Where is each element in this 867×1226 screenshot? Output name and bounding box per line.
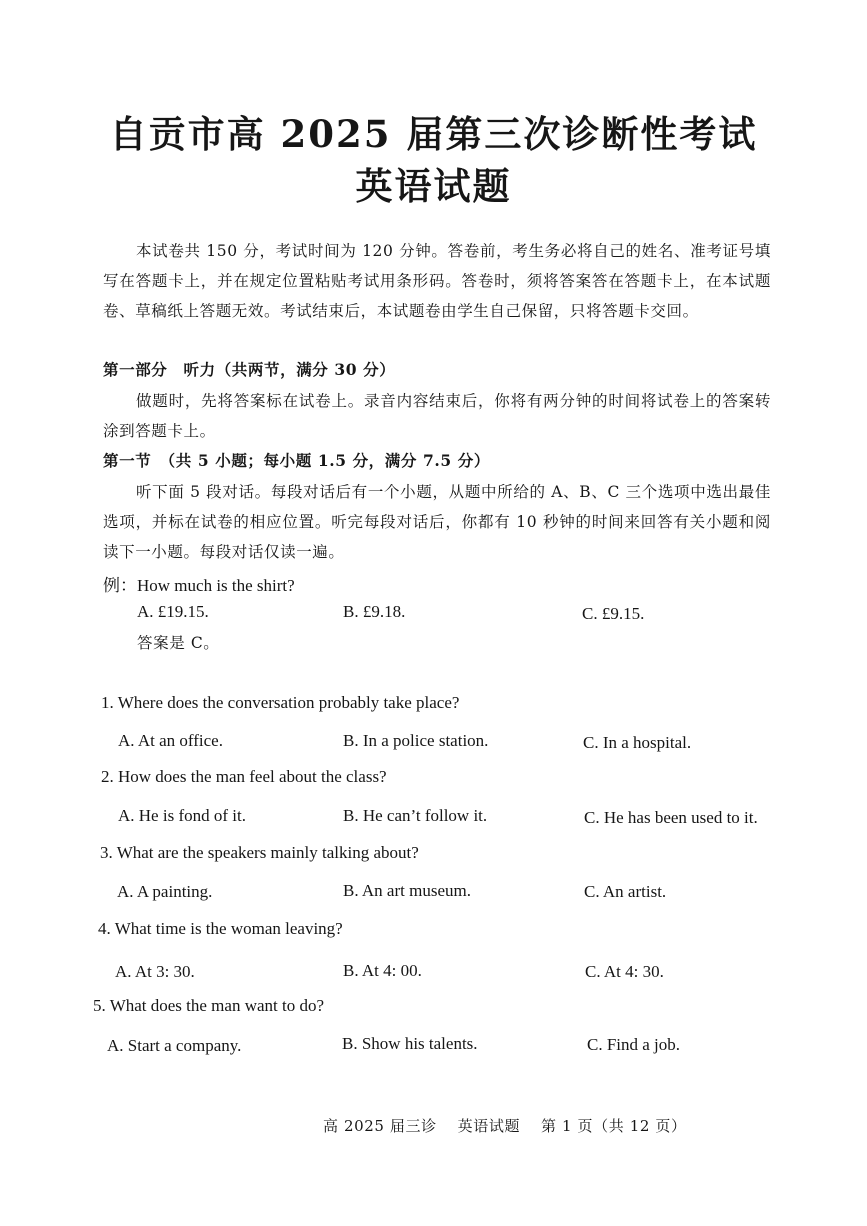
question-2: 2. How does the man feel about the class? bbox=[101, 767, 387, 786]
subject-title: 英语试题 bbox=[355, 164, 512, 208]
example-option-c: C. £9.15. bbox=[582, 604, 645, 623]
section1-heading: 第一节 （共 5 小题；每小题 1.5 分，满分 7.5 分） bbox=[103, 451, 490, 470]
q4-option-b: B. At 4: 00. bbox=[343, 961, 422, 980]
q1-option-c: C. In a hospital. bbox=[583, 733, 692, 752]
example-question: 例：How much is the shirt? bbox=[103, 576, 295, 595]
q5-option-c: C. Find a job. bbox=[587, 1035, 681, 1054]
question-4: 4. What time is the woman leaving? bbox=[98, 919, 343, 938]
page-footer: 高 2025 届三诊 英语试题 第 1 页（共 12 页） bbox=[323, 1117, 687, 1135]
q3-option-a: A. A painting. bbox=[117, 882, 213, 901]
exam-instructions: 本试卷共 150 分，考试时间为 120 分钟。答卷前，考生务必将自己的姓名、准考证号填写在答题卡上，并在规定位置粘贴考试用条形码。答卷时，须将答案答在答题卡上，在本试题卷、草稿纸上答题无效。考试结束后，本试题卷由学生自己保留，只将答题卡交回。 bbox=[103, 242, 771, 320]
question-1: 1. Where does the conversation probably take place? bbox=[101, 693, 460, 712]
q4-option-c: C. At 4: 30. bbox=[585, 962, 664, 981]
part1-heading: 第一部分 听力（共两节，满分 30 分） bbox=[103, 360, 396, 379]
q4-option-a: A. At 3: 30. bbox=[115, 962, 195, 981]
q2-option-a: A. He is fond of it. bbox=[118, 806, 246, 825]
q2-option-c: C. He has been used to it. bbox=[584, 808, 758, 827]
q1-option-a: A. At an office. bbox=[118, 731, 223, 750]
q2-option-b: B. He can’t follow it. bbox=[343, 806, 488, 825]
q3-option-b: B. An art museum. bbox=[343, 881, 471, 900]
section1-description: 听下面 5 段对话。每段对话后有一个小题，从题中所给的 A、B、C 三个选项中选出最佳选项，并标在试卷的相应位置。听完每段对话后，你都有 10 秒钟的时间来回答有关小题和阅读下一小题。每段对话仅读一遍。 bbox=[103, 483, 771, 561]
q5-option-a: A. Start a company. bbox=[107, 1036, 242, 1055]
q3-option-c: C. An artist. bbox=[584, 882, 667, 901]
example-option-b: B. £9.18. bbox=[343, 602, 406, 621]
exam-title: 自贡市高 2025 届第三次诊断性考试 bbox=[109, 112, 758, 156]
part1-description: 做题时，先将答案标在试卷上。录音内容结束后，你将有两分钟的时间将试卷上的答案转涂到答题卡上。 bbox=[103, 392, 771, 440]
question-5: 5. What does the man want to do? bbox=[93, 996, 325, 1015]
q5-option-b: B. Show his talents. bbox=[342, 1034, 478, 1053]
example-option-a: A. £19.15. bbox=[137, 602, 209, 621]
q1-option-b: B. In a police station. bbox=[343, 731, 489, 750]
example-answer: 答案是 C。 bbox=[137, 634, 220, 652]
question-3: 3. What are the speakers mainly talking about? bbox=[100, 843, 419, 862]
